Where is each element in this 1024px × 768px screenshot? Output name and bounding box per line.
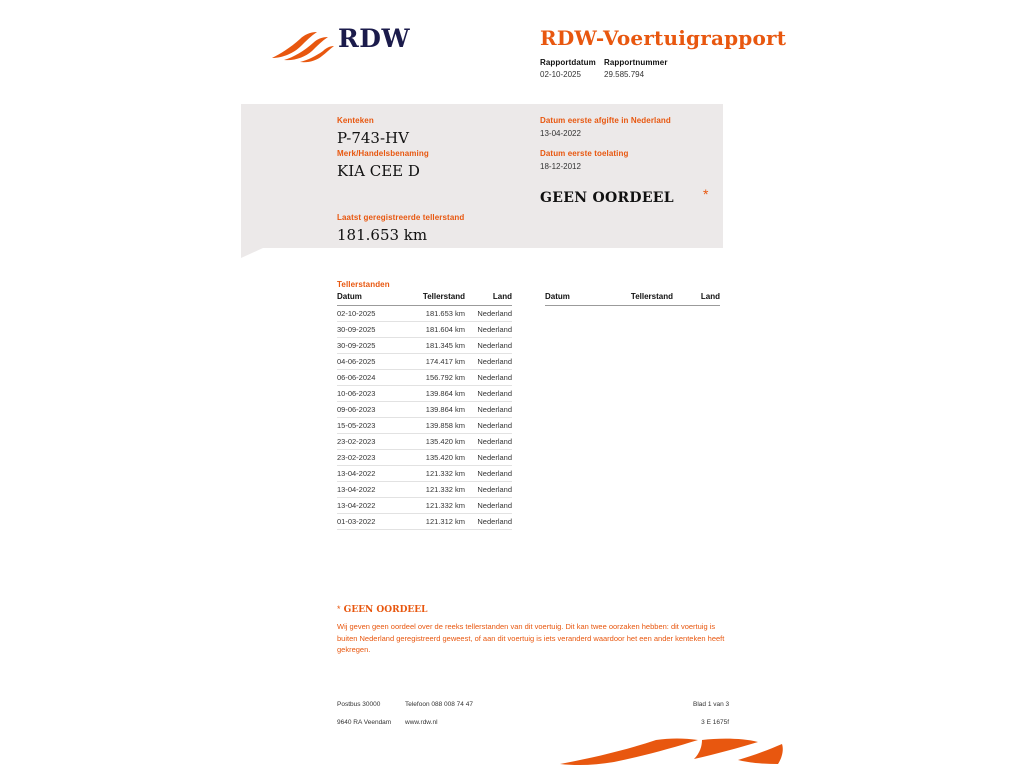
rdw-arrow-logo-icon	[270, 30, 336, 64]
cell-land: Nederland	[465, 322, 512, 338]
field-label-kenteken: Kenteken	[337, 116, 374, 125]
cell-land: Nederland	[465, 434, 512, 450]
cell-datum: 13-04-2022	[337, 498, 395, 514]
rdw-logo	[270, 24, 510, 72]
cell-land: Nederland	[465, 498, 512, 514]
meta-value-rapportdatum: 02-10-2025	[540, 70, 581, 79]
field-value-eerste-afgifte: 13-04-2022	[540, 129, 581, 138]
verdict-footnote-marker: *	[703, 186, 709, 202]
meta-rapportdatum	[540, 58, 604, 79]
table-row	[337, 434, 512, 450]
meta-label-rapportdatum: Rapportdatum	[540, 58, 596, 67]
column-header-datum-right: Datum	[545, 292, 603, 306]
cell-datum: 15-05-2023	[337, 418, 395, 434]
column-header-tellerstand: Tellerstand	[395, 292, 465, 306]
cell-land: Nederland	[465, 466, 512, 482]
column-header-land-right: Land	[673, 292, 720, 306]
cell-tellerstand: 139.858 km	[395, 418, 465, 434]
field-value-kenteken: P-743-HV	[337, 129, 409, 147]
field-label-eerste-toelating: Datum eerste toelating	[540, 149, 629, 158]
cell-tellerstand: 121.312 km	[395, 514, 465, 530]
cell-land: Nederland	[465, 306, 512, 322]
tellerstanden-table-left	[337, 292, 512, 530]
field-value-laatste-tellerstand: 181.653 km	[337, 226, 428, 244]
footnote-geen-oordeel	[337, 604, 729, 656]
cell-tellerstand: 121.332 km	[395, 498, 465, 514]
field-eerste-toelating	[540, 149, 628, 171]
cell-land: Nederland	[465, 514, 512, 530]
table-row	[337, 402, 512, 418]
field-value-eerste-toelating: 18-12-2012	[540, 162, 581, 171]
tellerstanden-table-right	[545, 292, 720, 306]
field-merk	[337, 149, 429, 180]
meta-label-rapportnummer: Rapportnummer	[604, 58, 668, 67]
column-header-datum: Datum	[337, 292, 395, 306]
cell-land: Nederland	[465, 386, 512, 402]
cell-tellerstand: 174.417 km	[395, 354, 465, 370]
cell-tellerstand: 139.864 km	[395, 386, 465, 402]
cell-datum: 13-04-2022	[337, 482, 395, 498]
footnote-body: Wij geven geen oordeel over de reeks tellerstanden van dit voertuig. Dit kan twee oorzaken hebben: dit voertuig is buiten Nederland geregistreerd geweest, of aan dit voertuig is iets veranderd waardoor het een ander kenteken heeft gekregen.	[337, 622, 725, 655]
cell-datum: 04-06-2025	[337, 354, 395, 370]
footer-plaats: 9640 RA Veendam	[337, 719, 392, 726]
footer-telefoon: Telefoon 088 008 74 47	[405, 701, 473, 708]
rdw-bottom-logo-icon	[552, 738, 784, 768]
cell-datum: 01-03-2022	[337, 514, 395, 530]
cell-datum: 23-02-2023	[337, 450, 395, 466]
field-kenteken	[337, 116, 409, 147]
cell-datum: 23-02-2023	[337, 434, 395, 450]
cell-land: Nederland	[465, 402, 512, 418]
field-value-merk: KIA CEE D	[337, 162, 420, 180]
section-title-tellerstanden: Tellerstanden	[337, 280, 390, 289]
table-row	[337, 306, 512, 322]
field-laatste-tellerstand	[337, 213, 464, 244]
panel-tail-decoration	[241, 248, 263, 258]
cell-datum: 30-09-2025	[337, 322, 395, 338]
cell-tellerstand: 181.653 km	[395, 306, 465, 322]
cell-tellerstand: 121.332 km	[395, 482, 465, 498]
cell-land: Nederland	[465, 482, 512, 498]
page-title: RDW-Voertuigrapport	[540, 26, 787, 50]
table-row	[337, 466, 512, 482]
verdict-text: GEEN OORDEEL	[540, 190, 674, 206]
cell-land: Nederland	[465, 338, 512, 354]
table-row	[337, 322, 512, 338]
footer-website[interactable]: www.rdw.nl	[405, 719, 438, 726]
meta-value-rapportnummer: 29.585.794	[604, 70, 645, 79]
footnote-marker: *	[337, 604, 341, 614]
cell-datum: 06-06-2024	[337, 370, 395, 386]
table-row	[337, 338, 512, 354]
field-label-laatste-tellerstand: Laatst geregistreerde tellerstand	[337, 213, 465, 222]
cell-tellerstand: 181.604 km	[395, 322, 465, 338]
table-row	[337, 370, 512, 386]
cell-datum: 02-10-2025	[337, 306, 395, 322]
report-meta	[540, 58, 740, 79]
footer-page-number: Blad 1 van 3	[693, 701, 730, 708]
cell-tellerstand: 135.420 km	[395, 450, 465, 466]
table-row	[337, 498, 512, 514]
cell-land: Nederland	[465, 418, 512, 434]
table-header-row	[337, 292, 512, 306]
footnote-title	[337, 604, 729, 615]
footer-postbus: Postbus 30000	[337, 701, 381, 708]
cell-tellerstand: 135.420 km	[395, 434, 465, 450]
table-row	[337, 482, 512, 498]
cell-land: Nederland	[465, 450, 512, 466]
cell-land: Nederland	[465, 354, 512, 370]
cell-tellerstand: 121.332 km	[395, 466, 465, 482]
cell-land: Nederland	[465, 370, 512, 386]
table-row	[337, 354, 512, 370]
logo-text: RDW	[338, 24, 411, 53]
table-row	[337, 450, 512, 466]
cell-tellerstand: 139.864 km	[395, 402, 465, 418]
column-header-land: Land	[465, 292, 512, 306]
field-eerste-afgifte	[540, 116, 671, 138]
cell-datum: 30-09-2025	[337, 338, 395, 354]
table-row	[337, 386, 512, 402]
cell-tellerstand: 156.792 km	[395, 370, 465, 386]
table-row	[337, 418, 512, 434]
cell-tellerstand: 181.345 km	[395, 338, 465, 354]
table-row	[337, 514, 512, 530]
column-header-tellerstand-right: Tellerstand	[603, 292, 673, 306]
footnote-title-text: GEEN OORDEEL	[343, 605, 428, 615]
field-label-merk: Merk/Handelsbenaming	[337, 149, 429, 158]
field-label-eerste-afgifte: Datum eerste afgifte in Nederland	[540, 116, 671, 125]
cell-datum: 09-06-2023	[337, 402, 395, 418]
meta-rapportnummer	[604, 58, 668, 79]
cell-datum: 10-06-2023	[337, 386, 395, 402]
footer-code: 3 E 1675f	[701, 719, 729, 726]
cell-datum: 13-04-2022	[337, 466, 395, 482]
table-header-row	[545, 292, 720, 306]
